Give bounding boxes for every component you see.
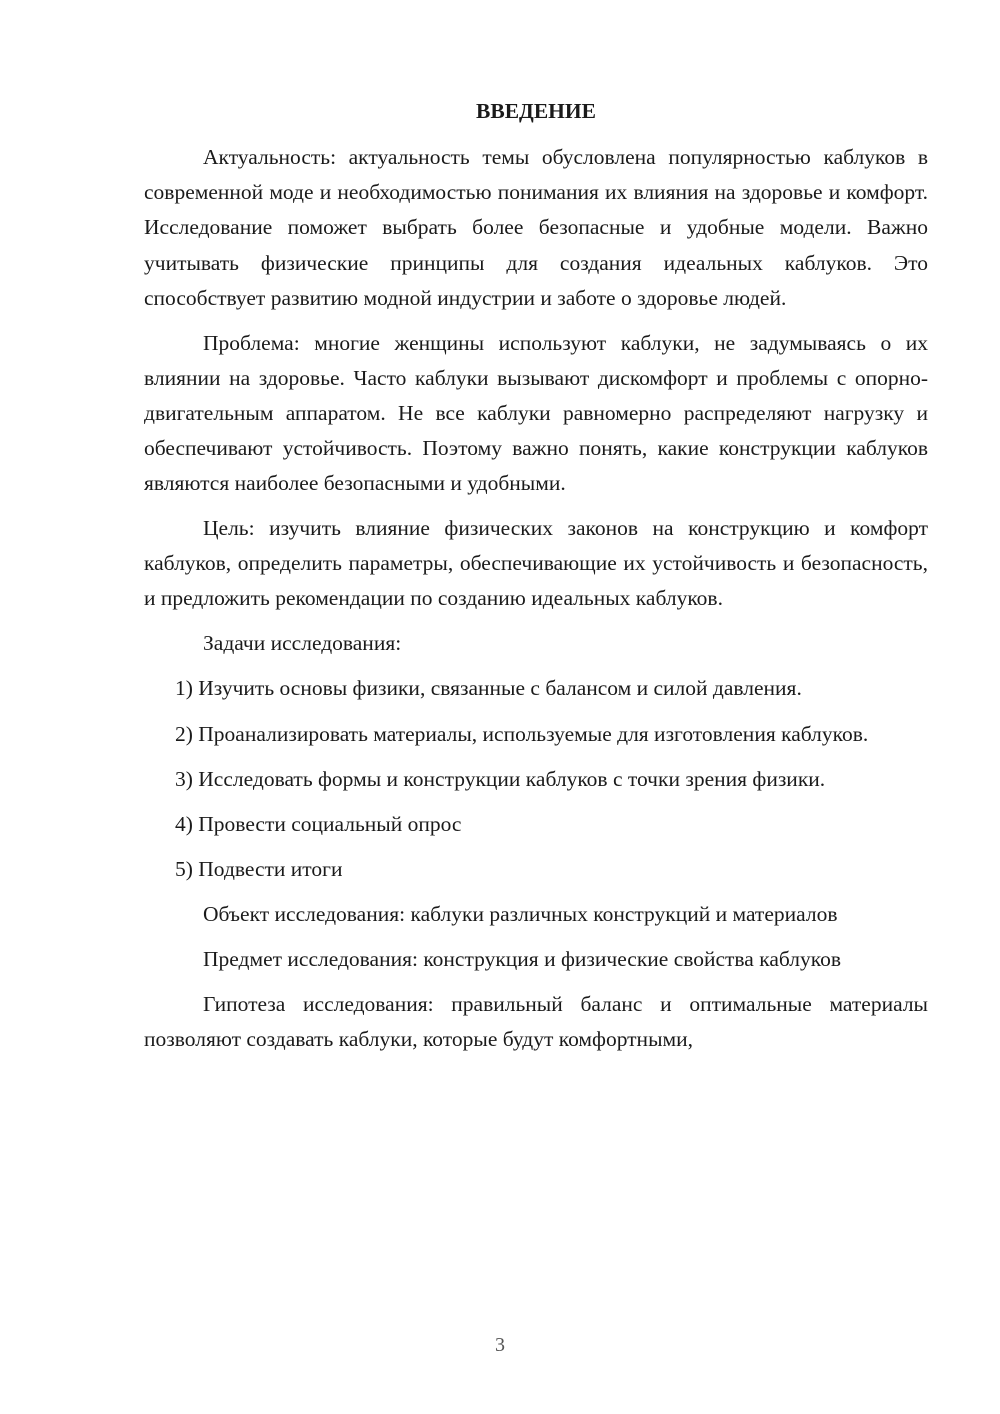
relevance-paragraph: Актуальность: актуальность темы обусловлена популярностью каблуков в современной моде и необходимостью понимания их влияния на здоровье и комфорт. Исследование поможет выбрать более безопасные и удобные модели. Важно учитывать физические принципы для создания идеальных каблуков. Это способствует развитию модной индустрии и заботе о здоровье людей. bbox=[144, 145, 928, 310]
task-item-4: 4) Провести социальный опрос bbox=[175, 811, 462, 836]
task-item-5: 5) Подвести итоги bbox=[175, 857, 343, 882]
page-number: 3 bbox=[495, 1334, 505, 1356]
problem-paragraph: Проблема: многие женщины используют каблуки, не задумываясь о их влиянии на здоровье. Часто каблуки вызывают дискомфорт и проблемы с опорно-двигательным аппаратом. Не все каблуки равномерно распределяют нагрузку и обеспечивают устойчивость. Поэтому важно понять, какие конструкции каблуков являются наиболее безопасными и удобными. bbox=[144, 330, 928, 496]
task-item-1: 1) Изучить основы физики, связанные с балансом и силой давления. bbox=[175, 676, 802, 701]
object-paragraph: Объект исследования: каблуки различных конструкций и материалов bbox=[203, 902, 838, 927]
page-content bbox=[144, 94, 928, 1067]
subject-paragraph: Предмет исследования: конструкция и физические свойства каблуков bbox=[203, 947, 842, 972]
tasks-heading: Задачи исследования: bbox=[203, 631, 402, 656]
goal-paragraph: Цель: изучить влияние физических законов на конструкцию и комфорт каблуков, определить параметры, обеспечивающие их устойчивость и безопасность, и предложить рекомендации по созданию идеальных каблуков. bbox=[144, 516, 928, 611]
hypothesis-paragraph: Гипотеза исследования: правильный баланс и оптимальные материалы позволяют создавать каблуки, которые будут комфортными, bbox=[144, 991, 928, 1051]
page-title: ВВЕДЕНИЕ bbox=[476, 99, 596, 123]
task-item-3: 3) Исследовать формы и конструкции каблуков с точки зрения физики. bbox=[175, 766, 826, 791]
task-item-2: 2) Проанализировать материалы, используемые для изготовления каблуков. bbox=[175, 721, 869, 746]
